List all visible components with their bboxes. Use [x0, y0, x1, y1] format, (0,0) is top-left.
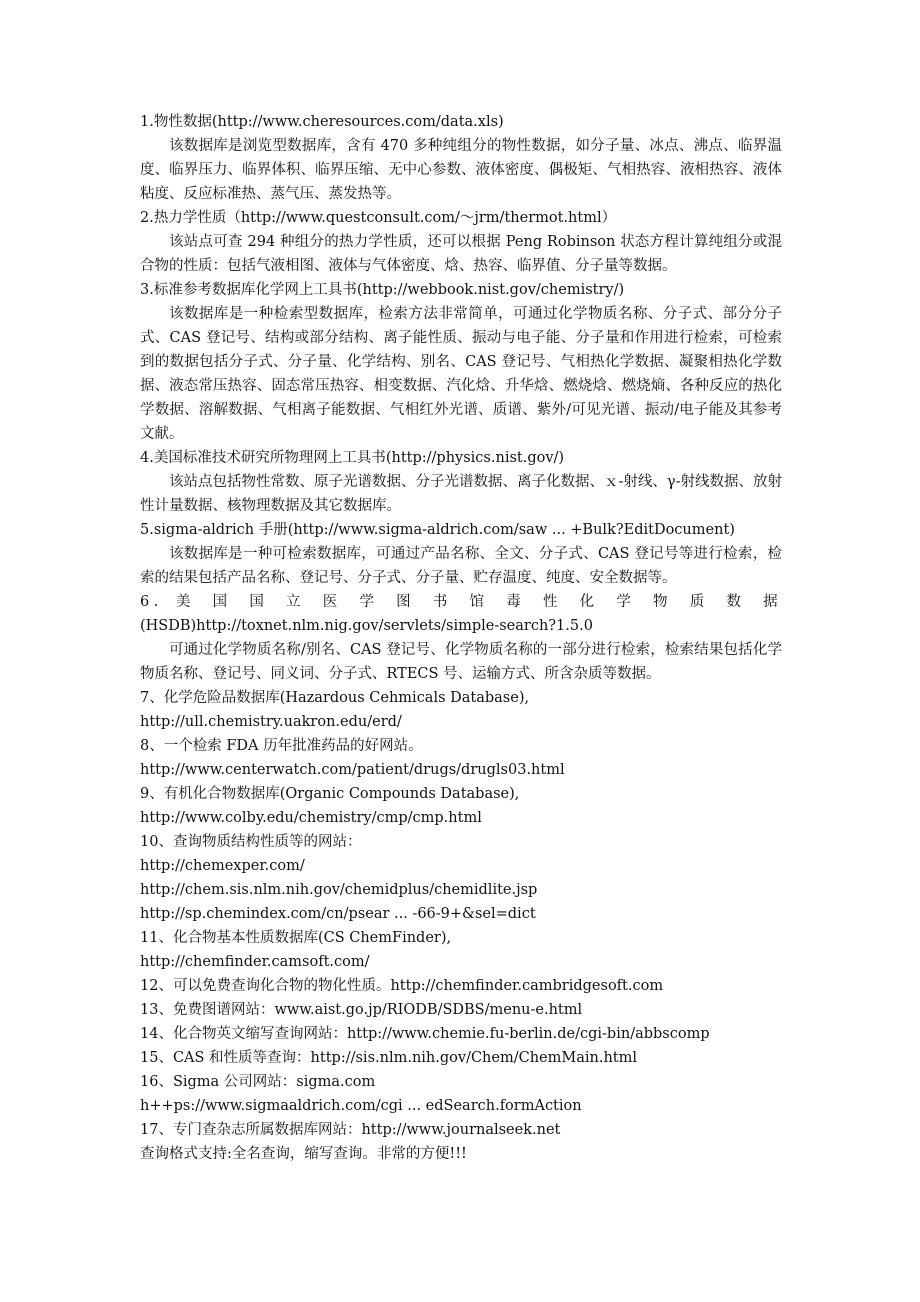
entry-heading: 1.物性数据(http://www.cheresources.com/data.xls) — [140, 114, 504, 130]
entry-heading: 6. 美 国 国 立 医 学 图 书 馆 毒 性 化 学 物 质 数 据 — [140, 594, 782, 610]
entry-heading: 4.美国标准技术研究所物理网上工具书(http://physics.nist.gov/) — [140, 450, 565, 466]
entry-heading: 3.标准参考数据库化学网上工具书(http://webbook.nist.gov/chemistry/) — [140, 282, 625, 298]
list-line: 12、可以免费查询化合物的物化性质。http://chemfinder.cambridgesoft.com — [140, 978, 664, 994]
link-text: http://sp.chemindex.com/cn/psear ... -66-9+&sel=dict — [140, 906, 536, 922]
list-line: 16、Sigma 公司网站：sigma.com — [140, 1074, 376, 1090]
list-line: 14、化合物英文缩写查询网站：http://www.chemie.fu-berlin.de/cgi-bin/abbscomp — [140, 1026, 710, 1042]
link-text: http://chemfinder.camsoft.com/ — [140, 954, 370, 970]
link-text: h++ps://www.sigmaaldrich.com/cgi ... edSearch.formAction — [140, 1098, 582, 1114]
link-text: http://www.centerwatch.com/patient/drugs/drugls03.html — [140, 762, 565, 778]
list-line: 7、化学危险品数据库(Hazardous Cehmicals Database), — [140, 690, 530, 706]
entry-2 — [140, 206, 782, 278]
list-line: 17、专门查杂志所属数据库网站：http://www.journalseek.net — [140, 1122, 561, 1138]
entry-body: 该数据库是一种检索型数据库，检索方法非常简单，可通过化学物质名称、分子式、部分分子式、CAS 登记号、结构或部分结构、离子能性质、振动与电子能、分子量和作用进行检索，可检索到的数据包括分子式、分子量、化学结构、别名、CAS 登记号、气相热化学数据、凝聚相热化学数据、液态常压热容、固态常压热容、相变数据、汽化焓、升华焓、燃烧焓、燃烧熵、各种反应的热化学数据、溶解数据、气相离子能数据、气相红外光谱、质谱、紫外/可见光谱、振动/电子能及其参考文献。 — [140, 306, 782, 442]
entry-1 — [140, 110, 782, 206]
list-line: 11、化合物基本性质数据库(CS ChemFinder), — [140, 930, 452, 946]
link-text: http://ull.chemistry.uakron.edu/erd/ — [140, 714, 402, 730]
entry-5 — [140, 518, 782, 590]
entry-6 — [140, 590, 782, 686]
entry-body: 该数据库是一种可检索数据库，可通过产品名称、全文、分子式、CAS 登记号等进行检索，检索的结果包括产品名称、登记号、分子式、分子量、贮存温度、纯度、安全数据等。 — [140, 546, 782, 586]
closing-note: 查询格式支持:全名查询，缩写查询。非常的方便!!! — [140, 1146, 467, 1162]
entry-3 — [140, 278, 782, 446]
link-text: http://chem.sis.nlm.nih.gov/chemidplus/chemidlite.jsp — [140, 882, 538, 898]
entry-body: 该数据库是浏览型数据库，含有 470 多种纯组分的物性数据，如分子量、冰点、沸点、临界温度、临界压力、临界体积、临界压缩、无中心参数、液体密度、偶极矩、气相热容、液相热容、液体粘度、反应标准热、蒸气压、蒸发热等。 — [140, 138, 782, 202]
list-line: 15、CAS 和性质等查询：http://sis.nlm.nih.gov/Chem/ChemMain.html — [140, 1050, 638, 1066]
entry-heading: 5.sigma-aldrich 手册(http://www.sigma-aldrich.com/saw ... +Bulk?EditDocument) — [140, 522, 735, 538]
link-text: http://chemexper.com/ — [140, 858, 305, 874]
list-line: 10、查询物质结构性质等的网站： — [140, 834, 362, 850]
entry-4 — [140, 446, 782, 518]
entry-body: 可通过化学物质名称/别名、CAS 登记号、化学物质名称的一部分进行检索，检索结果包括化学物质名称、登记号、同义词、分子式、RTECS 号、运输方式、所含杂质等数据。 — [140, 642, 782, 682]
entry-heading: 2.热力学性质（http://www.questconsult.com/～jrm/thermot.html） — [140, 210, 617, 226]
entry-body: 该站点包括物性常数、原子光谱数据、分子光谱数据、离子化数据、ｘ-射线、γ-射线数据、放射性计量数据、核物理数据及其它数据库。 — [140, 474, 782, 514]
link-text: http://www.colby.edu/chemistry/cmp/cmp.html — [140, 810, 482, 826]
document-page — [140, 110, 782, 1166]
list-line: 13、免费图谱网站：www.aist.go.jp/RIODB/SDBS/menu-e.html — [140, 1002, 583, 1018]
list-line: 8、一个检索 FDA 历年批准药品的好网站。 — [140, 738, 423, 754]
list-line: 9、有机化合物数据库(Organic Compounds Database), — [140, 786, 520, 802]
link-list — [140, 686, 782, 1166]
entry-heading-continued: (HSDB)http://toxnet.nlm.nig.gov/servlets/simple-search?1.5.0 — [140, 618, 593, 634]
entry-body: 该站点可查 294 种组分的热力学性质，还可以根据 Peng Robinson 状态方程计算纯组分或混合物的性质：包括气液相图、液体与气体密度、焓、热容、临界值、分子量等数据。 — [140, 234, 782, 274]
